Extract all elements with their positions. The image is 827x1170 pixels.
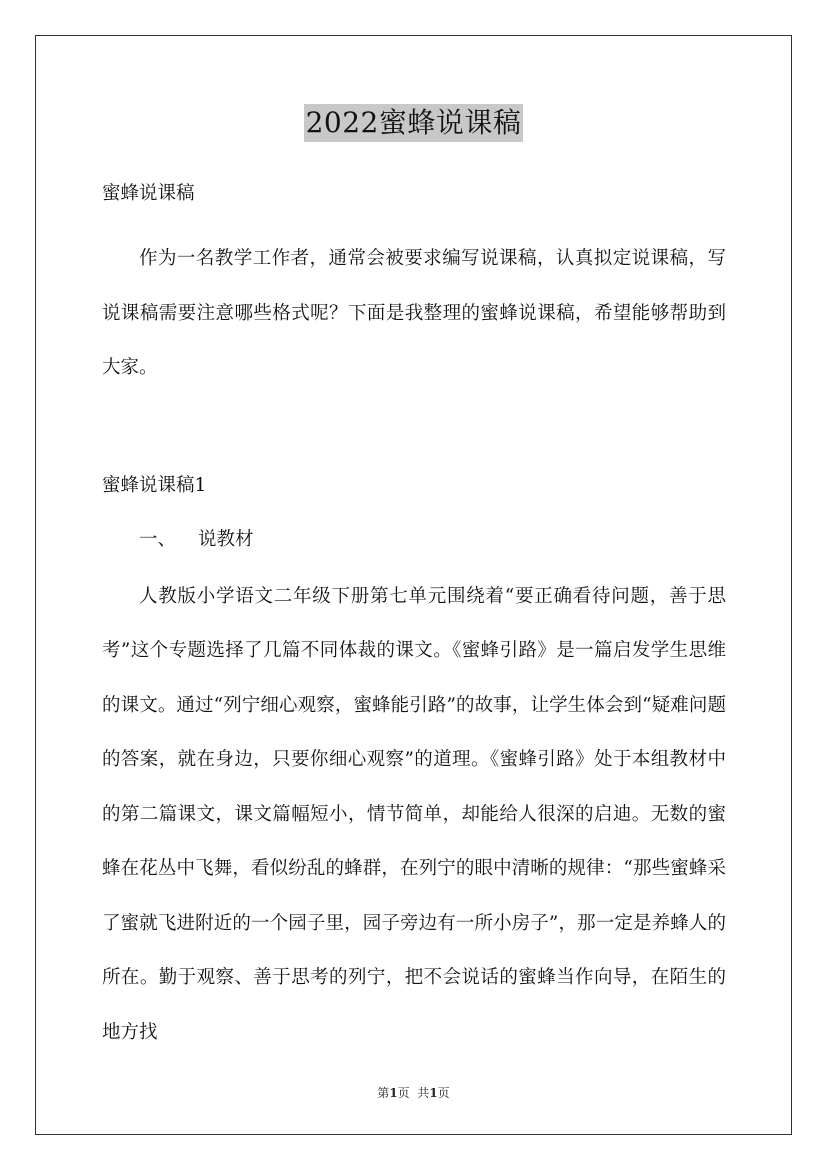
title-wrap [0, 104, 827, 142]
page-footer [0, 1084, 827, 1101]
document-subtitle: 蜜蜂说课稿 [102, 183, 195, 204]
footer-middle: 页 共 [397, 1086, 430, 1100]
body-paragraph: 人教版小学语文二年级下册第七单元围绕着“要正确看待问题，善于思考”这个专题选择了几篇不同体裁的课文。《蜜蜂引路》是一篇启发学生思维的课文。通过“列宁细心观察，蜜蜂能引路”的故事，让学生体会到“疑难问题的答案，就在身边，只要你细心观察”的道理。《蜜蜂引路》处于本组教材中的第二篇课文，课文篇幅短小，情节简单，却能给人很深的启迪。无数的蜜蜂在花丛中飞舞，看似纷乱的蜂群，在列宁的眼中清晰的规律：“那些蜜蜂采了蜜就飞进附近的一个园子里，园子旁边有一所小房子”，那一定是养蜂人的所在。勤于观察、善于思考的列宁，把不会说话的蜜蜂当作向导，在陌生的地方找 [102, 585, 726, 1043]
footer-suffix: 页 [437, 1086, 450, 1100]
footer-page-number: 1 [389, 1086, 398, 1100]
section-heading: 蜜蜂说课稿1 [102, 474, 207, 496]
document-body [102, 176, 726, 1060]
intro-paragraph: 作为一名教学工作者，通常会被要求编写说课稿，认真拟定说课稿，写说课稿需要注意哪些格式呢？下面是我整理的蜜蜂说课稿，希望能够帮助到大家。 [102, 248, 726, 378]
document-title: 2022蜜蜂说课稿 [304, 104, 524, 142]
subsection-title: 说教材 [198, 528, 254, 550]
footer-prefix: 第 [377, 1086, 390, 1100]
footer-total-pages: 1 [429, 1086, 438, 1100]
subsection-heading [102, 520, 726, 560]
subsection-number: 一、 [139, 528, 177, 550]
